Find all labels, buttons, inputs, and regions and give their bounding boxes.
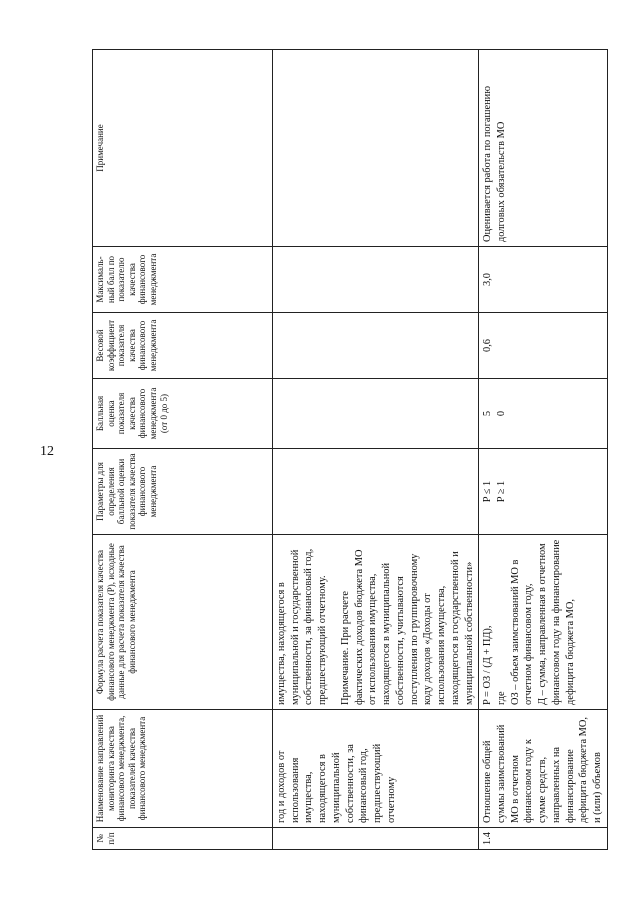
row2-name: Отношение общей суммы заимствований МО в отчетном финансовом году к сумме средств, направленных на финансирование дефицита бюджета МО, и (или) объемов xyxy=(479,710,608,828)
header-max: Максималь-ный балл по показателю качества финансового менеджмента xyxy=(93,247,273,313)
row2-param-1: P ≤ 1 xyxy=(482,480,494,503)
row2-max: 3,0 xyxy=(479,247,608,313)
header-score: Балльная оценка показателя качества финансового менеджмента (от 0 до 5) xyxy=(93,379,273,449)
row1-note xyxy=(273,50,479,247)
row1-score xyxy=(273,379,479,449)
row2-score xyxy=(479,379,608,449)
row2-num: 1.4 xyxy=(479,828,608,850)
row2-score-2: 0 xyxy=(496,410,508,417)
header-weight: Весовой коэффициент показателя качества финансового менеджмента xyxy=(93,313,273,379)
row1-params xyxy=(273,449,479,535)
row2-score-1: 5 xyxy=(482,410,494,417)
row2-note: Оценивается работа по погашению долговых обязательств МО xyxy=(479,50,608,247)
row2-params xyxy=(479,449,608,535)
row2-formula-line: ОЗ – объем заимствований МО в отчетном финансовом году, xyxy=(509,559,535,705)
header-params: Параметры для определения балльной оценки показателя качества финансового менеджмента xyxy=(93,449,273,535)
row2-param-2: P ≥ 1 xyxy=(496,480,508,503)
row2-formula-line: где xyxy=(496,691,508,705)
row1-weight xyxy=(273,313,479,379)
rotated-page-content xyxy=(92,50,604,850)
row1-num xyxy=(273,828,479,850)
table-header-row xyxy=(93,50,273,850)
row2-weight: 0,6 xyxy=(479,313,608,379)
table-row xyxy=(479,50,608,850)
header-name: Наименование направлений мониторинга качества финансового менеджмента, показателей качества финансового менеджмента xyxy=(93,710,273,828)
table-row xyxy=(273,50,479,850)
header-formula: Формула расчета показателя качества финансового менеджмента (Р), исходные данные для расчета показателя качества финансового менеджмента xyxy=(93,535,273,710)
page-number: 12 xyxy=(40,444,54,459)
row2-formula xyxy=(479,535,608,710)
header-note: Примечание xyxy=(93,50,273,247)
row1-formula-note: Примечание. При расчете фактических доходов бюджета МО от использования имущества, находящегося в муниципальной собственности, учитываются поступления по группировочному коду доходов «Доходы от использования имущества, находящегося в государственной и муниципальной собственности» xyxy=(339,549,475,705)
quality-indicators-table xyxy=(92,49,608,850)
row1-name: год и доходов от использования имущества, находящегося в муниципальной собственности, за финансовый год, предшествующий отчетному xyxy=(273,710,479,828)
row2-formula-line: Д – сумма, направленная в отчетном финансовом году на финансирование дефицита бюджета МО, xyxy=(537,539,576,705)
row2-formula-line: P = ОЗ / (Д + ПД), xyxy=(482,625,494,705)
row1-max xyxy=(273,247,479,313)
header-num: № п/п xyxy=(93,828,273,850)
row1-formula xyxy=(273,535,479,710)
row1-formula-text: имущества, находящегося в муниципальной и государственной собственности, за финансовый год, предшествующий отчетному. xyxy=(276,548,329,705)
